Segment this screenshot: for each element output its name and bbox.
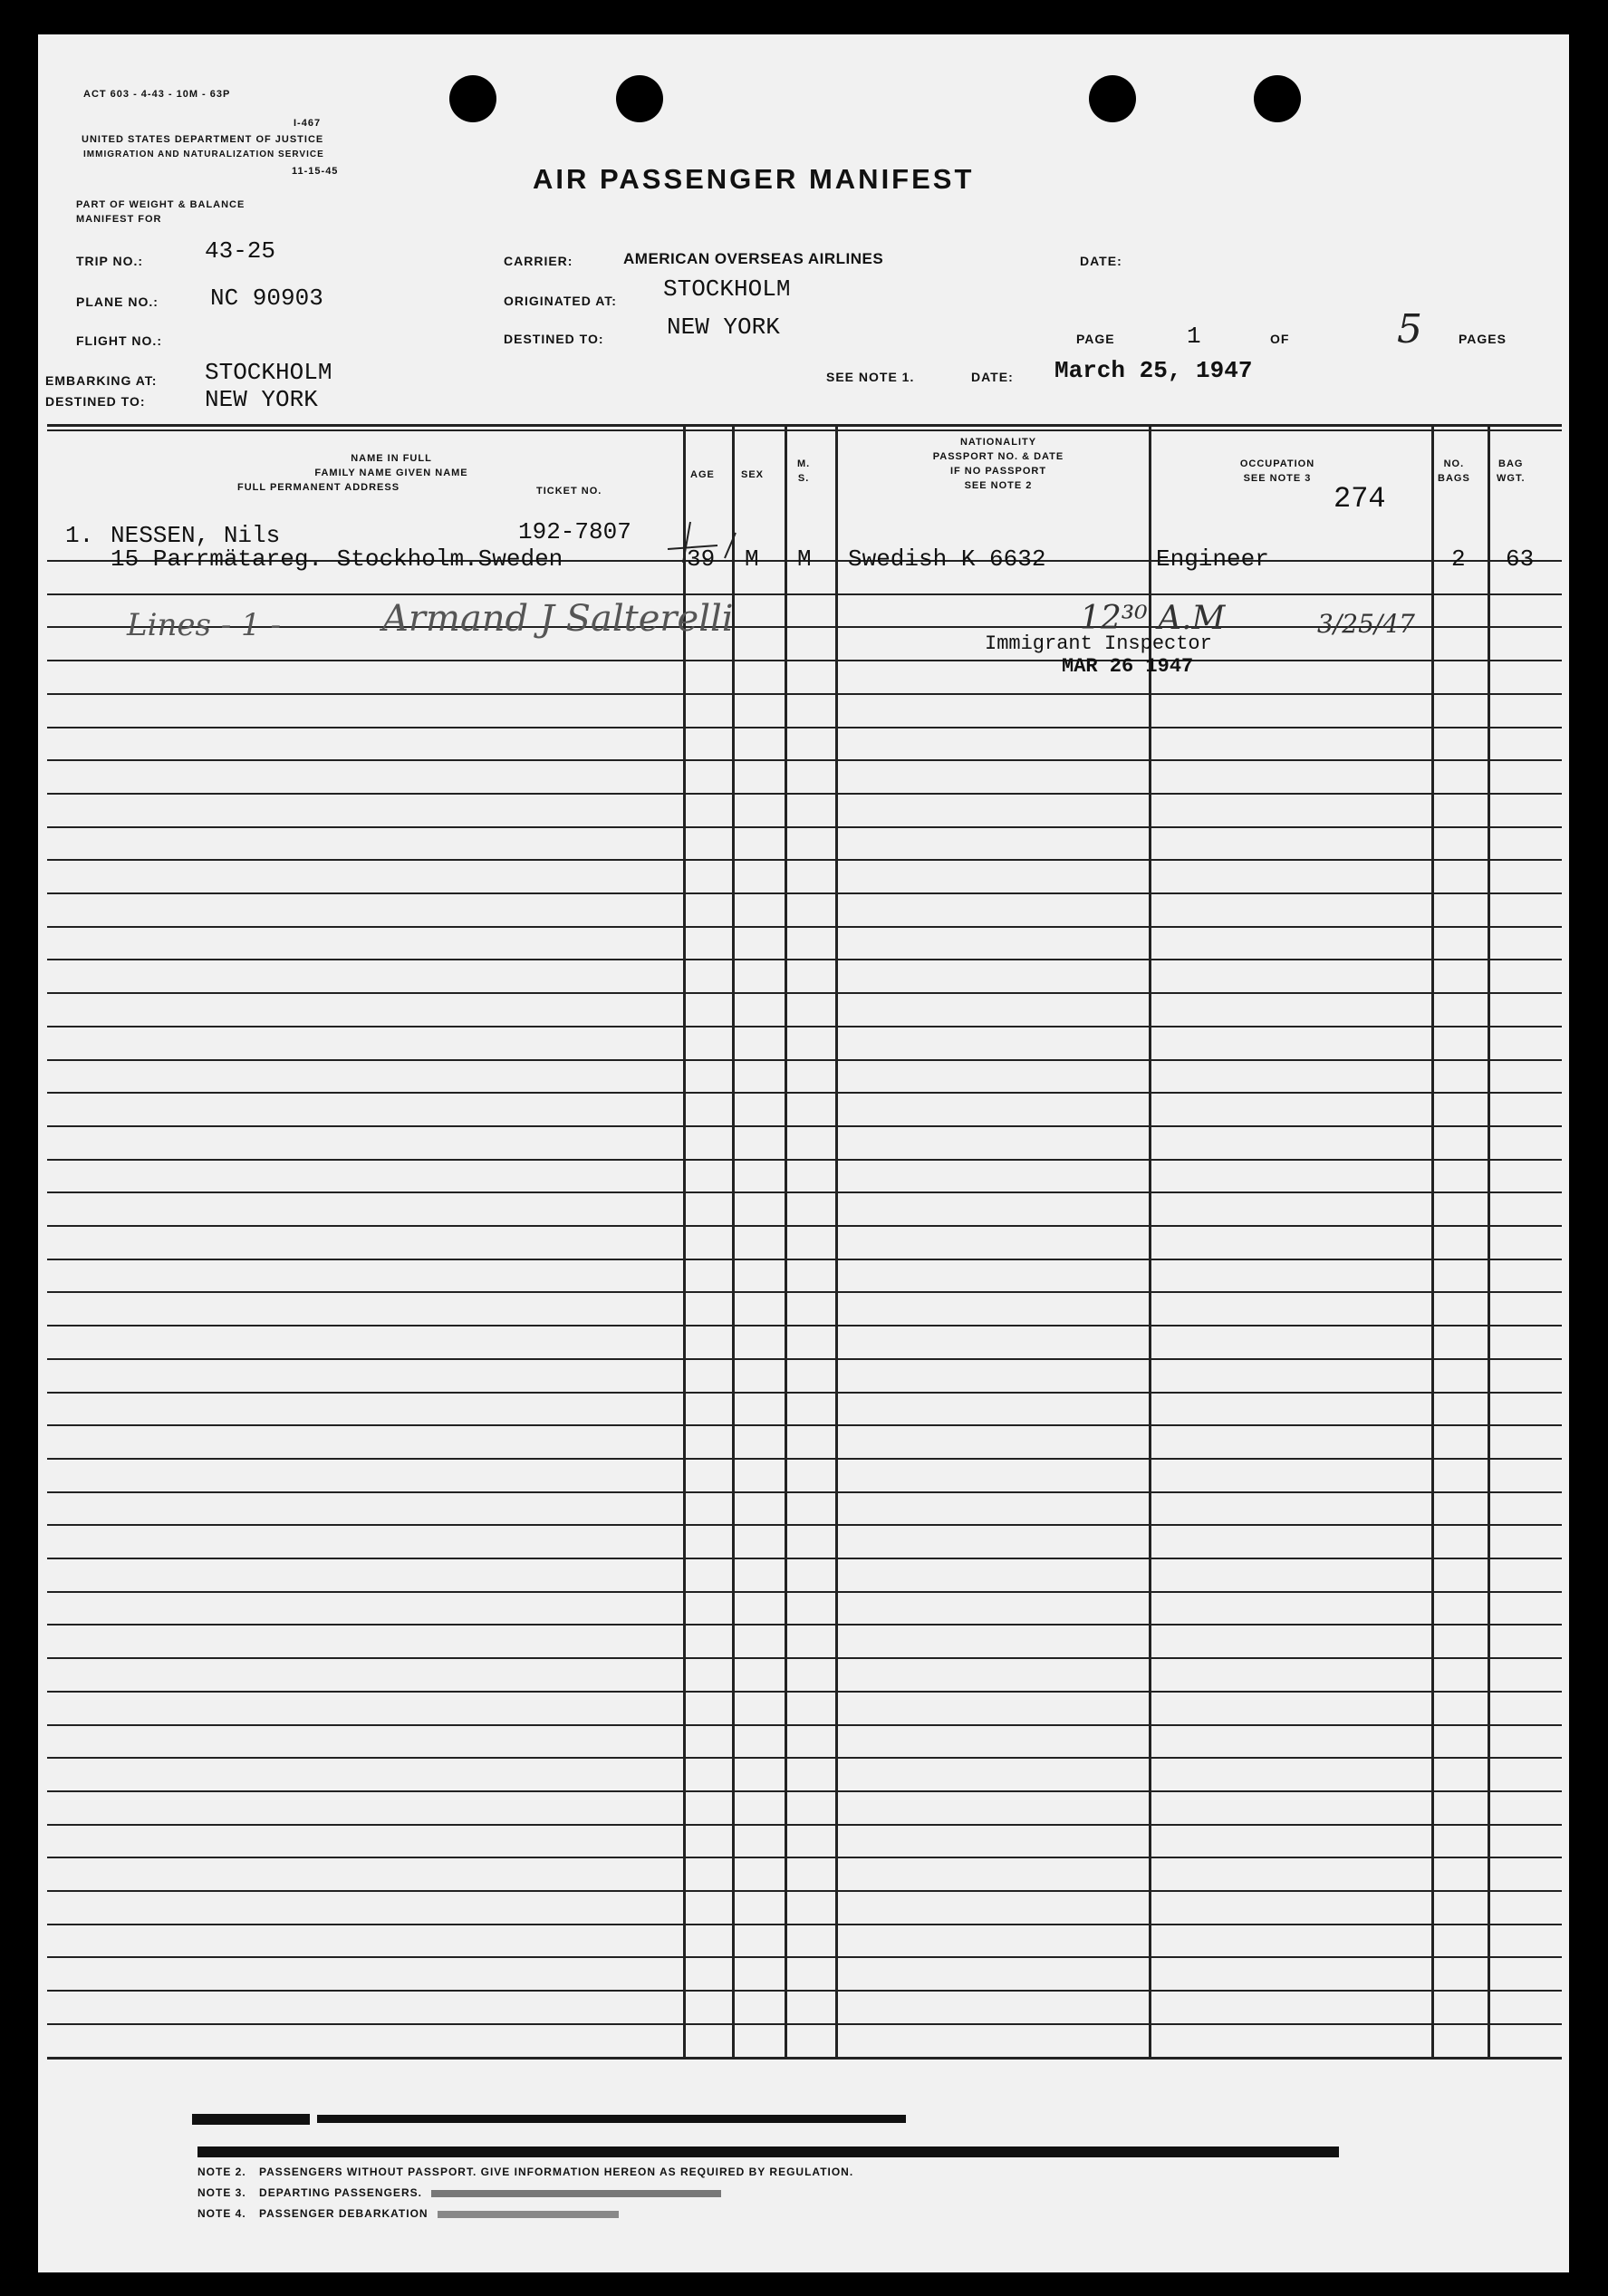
table-row-rule [47,1059,1562,1061]
table-row-rule [47,2023,1562,2025]
table-row-rule [47,1558,1562,1559]
table-row-rule [47,1956,1562,1958]
col-divider-age-sex [732,426,735,2059]
table-row-rule [47,693,1562,695]
trip-value: 43-25 [205,237,276,265]
table-row-rule [47,1924,1562,1925]
table-row-rule [47,1857,1562,1858]
col-head-age: AGE [690,469,715,480]
trip-label: TRIP NO.: [76,254,144,268]
agency-line-2: IMMIGRATION AND NATURALIZATION SERVICE [83,150,324,159]
inspector-stamp-title: Immigrant Inspector [985,632,1212,655]
table-row-rule [47,759,1562,761]
table-row-rule [47,1458,1562,1460]
table-row-rule [47,1890,1562,1892]
table-bottom-rule [47,2057,1562,2060]
table-row-rule [47,1125,1562,1127]
passenger-occupation: Engineer [1156,545,1269,573]
stamp-number: 274 [1334,482,1386,516]
passenger-ticket: 192-7807 [518,518,631,545]
table-top-rule [47,424,1562,427]
table-row-rule [47,1191,1562,1193]
flight-label: FLIGHT NO.: [76,333,162,348]
col-head-sex: SEX [741,469,765,480]
carrier-label: CARRIER: [504,254,573,268]
table-row-rule [47,727,1562,728]
col-head-weight: BAG WGT. [1497,458,1526,484]
passenger-bags: 2 [1451,545,1466,573]
manifest-title: AIR PASSENGER MANIFEST [533,163,975,195]
table-row-rule [47,1724,1562,1726]
table-row-rule [47,926,1562,928]
table-row-rule [47,1524,1562,1526]
note-3-label: NOTE 3. [197,2186,246,2199]
passenger-weight: 63 [1506,545,1535,573]
col-divider-name-age [683,426,686,2059]
col-divider-occ-bags [1431,426,1434,2059]
table-row-rule [47,1092,1562,1094]
col-divider-bags-wgt [1488,426,1490,2059]
col-divider-ms-nat [835,426,838,2059]
table-row-rule [47,1691,1562,1693]
passenger-marital-status: M [797,545,812,573]
table-row-rule [47,992,1562,994]
embarking-value: STOCKHOLM [205,359,332,386]
form-date-code: 11-15-45 [292,166,339,177]
note-1-redacted [197,2144,1339,2160]
handwritten-time: 12³⁰ A.M [1080,600,1226,637]
check-mark-icon [663,513,772,567]
note-4-text: PASSENGER DEBARKATION [259,2207,428,2220]
table-row-rule [47,1026,1562,1027]
table-row-rule [47,959,1562,960]
table-row-rule [47,1259,1562,1260]
agency-line-1: UNITED STATES DEPARTMENT OF JUSTICE [82,134,324,145]
passenger-nationality: Swedish K 6632 [848,545,1046,573]
table-row-rule [47,1159,1562,1161]
note-2-label: NOTE 2. [197,2166,246,2178]
handwritten-date: 3/25/47 [1317,609,1415,639]
inspector-signature: Armand J Salterelli [382,598,734,640]
note-3 [197,2186,721,2199]
table-row-rule [47,1291,1562,1293]
note-2-text: PASSENGERS WITHOUT PASSPORT. GIVE INFORMATION HEREON AS REQUIRED BY REGULATION. [259,2166,854,2178]
passenger-number: 1. [65,522,94,549]
page-number: 1 [1187,323,1201,350]
notes-redacted-heading [192,2111,906,2127]
col-head-ms: M. S. [797,458,811,484]
date-main-value: March 25, 1947 [1054,357,1253,384]
note-4 [197,2207,619,2220]
table-row-rule [47,1657,1562,1659]
table-row-rule [47,1591,1562,1593]
date-top-label: DATE: [1080,254,1122,268]
table-row-rule [47,1392,1562,1394]
page-total: 5 [1397,306,1422,352]
table-row-rule [47,1424,1562,1426]
passenger-sex: M [745,545,759,573]
plane-value: NC 90903 [210,285,323,312]
table-row-rule [47,793,1562,795]
destined-value: NEW YORK [667,314,780,341]
page-label: PAGE [1076,332,1115,346]
col-head-occupation: OCCUPATION SEE NOTE 3 [1239,458,1315,484]
note-2 [197,2166,853,2178]
manifest-page [38,34,1569,2272]
table-row-rule [47,1325,1562,1326]
passenger-name: NESSEN, Nils [111,522,281,549]
part-line-2: MANIFEST FOR [76,214,162,225]
table-row-rule [47,859,1562,861]
form-top-code: ACT 603 - 4-43 - 10M - 63P [83,89,231,100]
col-divider-sex-ms [785,426,787,2059]
originated-value: STOCKHOLM [663,275,791,303]
col-head-name: NAME IN FULL FAMILY NAME GIVEN NAME FULL PERMANENT ADDRESS [237,453,468,493]
col-head-bags: NO. BAGS [1438,458,1470,484]
table-row-rule [47,593,1562,595]
passenger-age: 39 [687,545,716,573]
table-row-rule [47,1757,1562,1759]
passenger-address: 15 Parrmätareg. Stockholm.Sweden [111,545,563,573]
table-row-rule [47,826,1562,828]
page-of-label: OF [1270,332,1290,346]
pages-label: PAGES [1459,332,1507,346]
table-row-rule [47,1824,1562,1826]
table-row-rule [47,1624,1562,1626]
table-row-rule [47,1225,1562,1227]
originated-label: ORIGINATED AT: [504,294,617,308]
table-row-rule [47,1358,1562,1360]
destined2-value: NEW YORK [205,386,318,413]
see-note-1: SEE NOTE 1. [826,370,915,384]
carrier-value: AMERICAN OVERSEAS AIRLINES [623,250,884,267]
table-row-rule [47,892,1562,894]
table-row-rule [47,660,1562,661]
table-row-rule [47,1491,1562,1493]
embarking-label: EMBARKING AT: [45,373,158,388]
destined-label: DESTINED TO: [504,332,604,346]
table-row-rule [47,1790,1562,1792]
form-number: I-467 [294,118,322,129]
note-3-text: DEPARTING PASSENGERS. [259,2186,422,2199]
handwritten-lines-count: Lines - 1 - [127,607,281,643]
manifest-table-grid [38,34,1569,2272]
col-head-nationality: NATIONALITY PASSPORT NO. & DATE IF NO PASSPORT SEE NOTE 2 [932,437,1064,491]
date-main-label: DATE: [971,370,1014,384]
table-row-rule [47,1990,1562,1992]
table-top-rule-2 [47,429,1562,431]
plane-label: PLANE NO.: [76,294,159,309]
inspector-stamp-date: MAR 26 1947 [1062,655,1194,678]
col-head-ticket: TICKET NO. [536,486,602,497]
destined2-label: DESTINED TO: [45,394,146,409]
part-line-1: PART OF WEIGHT & BALANCE [76,199,246,210]
note-4-label: NOTE 4. [197,2207,246,2220]
